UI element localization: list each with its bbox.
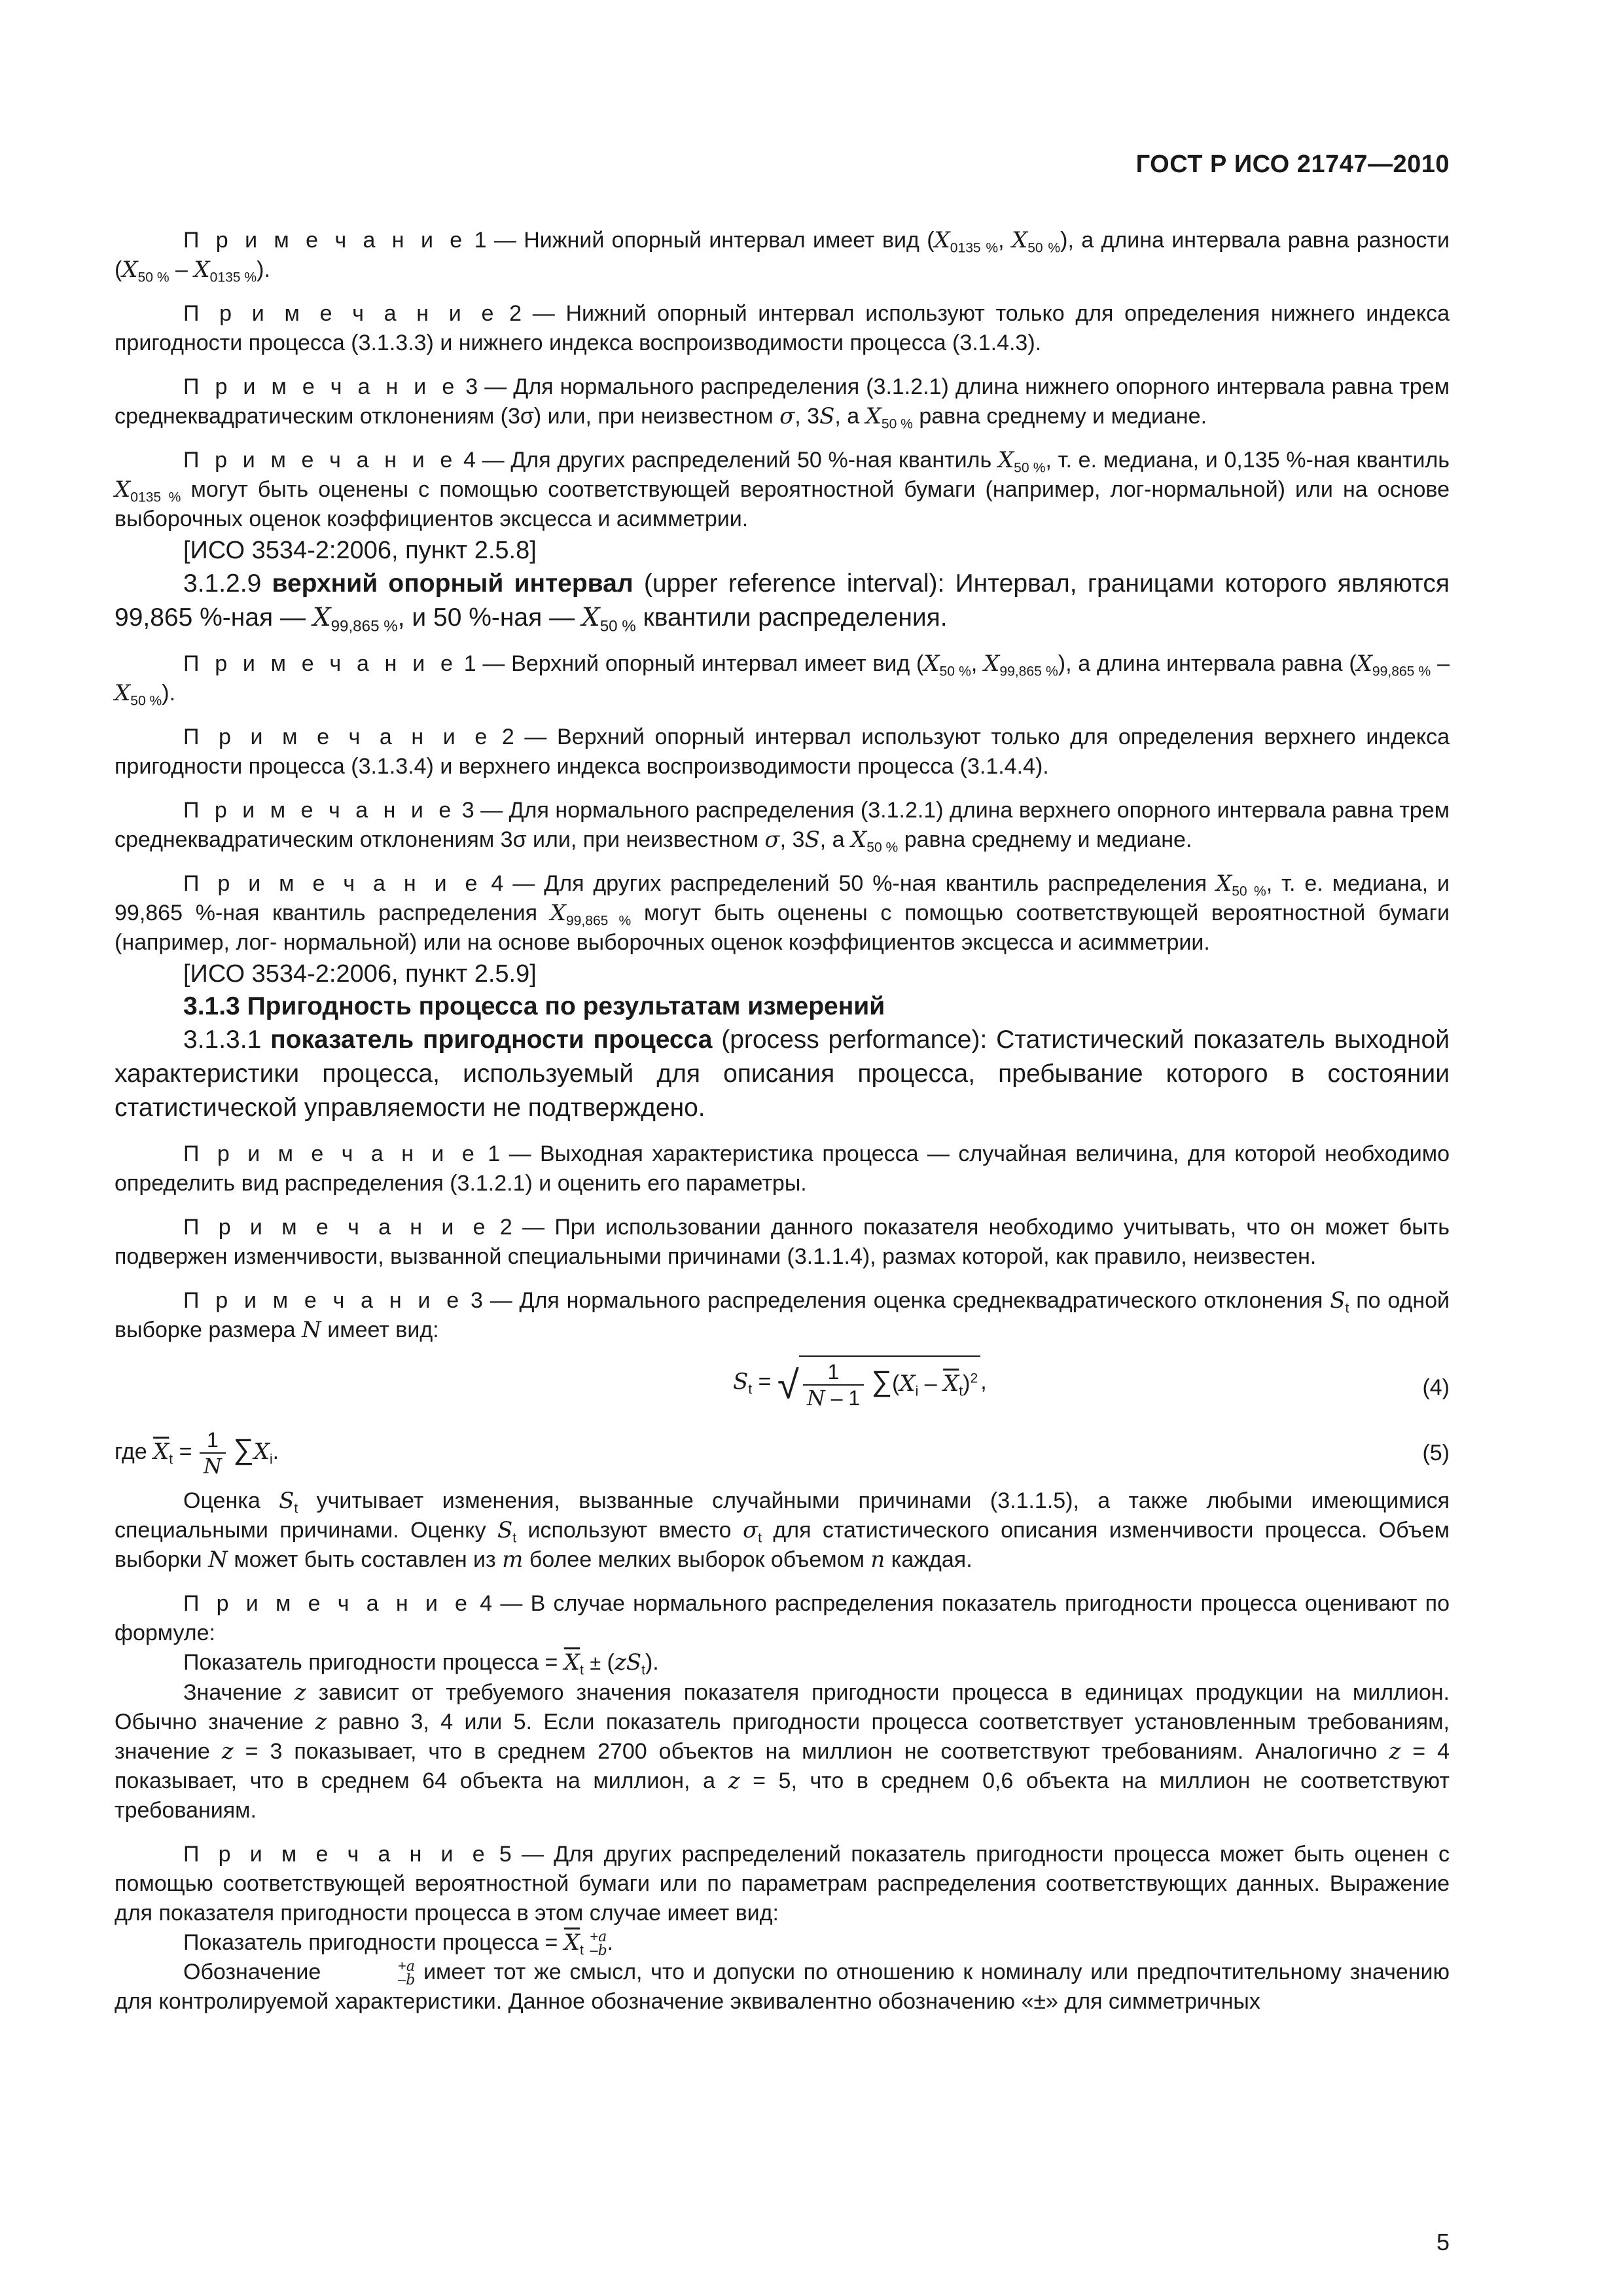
note-upper-1: П р и м е ч а н и е 1 — Верхний опорный интервал имеет вид ($X_{50 \%}$, $X_{99,865 \%}$), а длина интервала равна $(X_{99,865 \%} - X_{50 \%})$. <box>115 651 1450 709</box>
page-number: 5 <box>1436 2229 1450 2255</box>
term-3-1-2-9: 3.1.2.9 верхний опорный интервал (upper reference interval): Интервал, границами которого являются 99,865 %-ная — $X_{99,865 \%}$, и 50 %-ная — $X_{50 \%}$ квантили распределения. <box>115 569 1450 636</box>
note-upper-2: П р и м е ч а н и е 2 — Верхний опорный интервал используют только для определения верхнего индекса пригодности процесса (3.1.3.4) и верхнего индекса воспроизводимости процесса (3.1.4.4). <box>115 725 1450 779</box>
formula-4 <box>115 1355 1450 1427</box>
note-performance-3: П р и м е ч а н и е 3 — Для нормального распределения оценка среднеквадратического отклонения $S_t$ по одной выборке размера N имеет вид: <box>115 1287 1450 1343</box>
note-performance-1: П р и м е ч а н и е 1 — Выходная характеристика процесса — случайная величина, для которой необходимо определить вид распределения (3.1.2.1) и оценить его параметры. <box>115 1141 1450 1196</box>
reference-iso-2-5-9: [ИСО 3534-2:2006, пункт 2.5.9] <box>183 960 537 988</box>
term-3-1-3-1: 3.1.3.1 показатель пригодности процесса (process performance): Статистический показатель выходной характеристики процесса, используемый для описания процесса, пребывание которого в состоянии статистической управляемости не подтверждено. <box>115 1026 1450 1122</box>
note-lower-4: П р и м е ч а н и е 4 — Для других распределений 50 %-ная квантиль $X_{50 \%}$, т. е. медиана, и 0,135 %-ная квантиль $X_{0135 \%}$ могут быть оценены с помощью соответствующей вероятностной бумаги (например, лог-нормальной) или на основе выборочных оценок коэффициентов эксцесса и асимметрии. <box>115 447 1450 531</box>
section-heading-3-1-3: 3.1.3 Пригодность процесса по результатам измерений <box>183 992 885 1020</box>
paragraph-tolerance-notation: Обозначение +a –b имеет тот же смысл, что и допуски по отношению к номиналу или предпочтительному значению для контролируемой характеристики. Данное обозначение эквивалентно обозначению «±» для симметричных <box>115 1958 1450 2015</box>
note-performance-2: П р и м е ч а н и е 2 — При использовании данного показателя необходимо учитывать, что он может быть подвержен изменчивости, вызванной специальными причинами (3.1.1.4), размах которой, как правило, неизвестен. <box>115 1215 1450 1269</box>
document-body <box>115 226 1450 2017</box>
note-lower-1: П р и м е ч а н и е 1 — Нижний опорный интервал имеет вид ($X_{0135 \%}$, $X_{50 \%}$), а длина интервала равна разности $(X_{50 \%} - X_{0135 \%})$. <box>115 227 1450 285</box>
formula-4-number: (4) <box>1422 1375 1450 1400</box>
formula-5 <box>115 1427 1450 1486</box>
note-performance-4: П р и м е ч а н и е 4 — В случае нормального распределения показатель пригодности процесса оценивают по формуле: <box>115 1591 1450 1645</box>
note-lower-3: П р и м е ч а н и е 3 — Для нормального распределения (3.1.2.1) длина нижнего опорного интервала равна трем среднеквадратическим отклонениям (3σ) или, при неизвестном σ, 3S, а $X_{50 \%}$ равна среднему и медиане. <box>115 374 1450 432</box>
performance-formula-other: Показатель пригодности процесса = $\overline{X}_t$ +a –b . <box>183 1928 614 1960</box>
note-upper-3: П р и м е ч а н и е 3 — Для нормального распределения (3.1.2.1) длина верхнего опорного интервала равна трем среднеквадратическим отклонениям 3σ или, при неизвестном σ, 3S, а $X_{50 \%}$ равна среднему и медиане. <box>115 798 1450 855</box>
formula-5-expression: где $\overline{X}_t$ = $\frac{1}{N}$ $\sum X_i$. <box>115 1428 279 1479</box>
performance-formula-normal: Показатель пригодности процесса = $\overline{X}_t \pm (zS_t)$. <box>183 1649 659 1678</box>
paragraph-z-value: Значение z зависит от требуемого значения показателя пригодности процесса в единицах продукции на миллион. Обычно значение z равно 3, 4 или 5. Если показатель пригодности процесса соответствует установленным требованиям, значение z = 3 показывает, что в среднем 2700 объектов на миллион не соответствуют требованиям. Аналогично z = 4 показывает, что в среднем 64 объекта на миллион, а z = 5, что в среднем 0,6 объекта на миллион не соответствуют требованиям. <box>115 1679 1450 1823</box>
formula-5-number: (5) <box>1422 1441 1450 1465</box>
reference-iso-2-5-8: [ИСО 3534-2:2006, пункт 2.5.8] <box>183 537 537 564</box>
note-lower-2: П р и м е ч а н и е 2 — Нижний опорный интервал используют только для определения нижнего индекса пригодности процесса (3.1.3.3) и нижнего индекса воспроизводимости процесса (3.1.4.3). <box>115 301 1450 355</box>
document-code-header: ГОСТ Р ИСО 21747—2010 <box>1135 151 1450 178</box>
note-performance-5: П р и м е ч а н и е 5 — Для других распределений показатель пригодности процесса может быть оценен с помощью соответствующей вероятностной бумаги или по параметрам распределения соответствующих данных. Выражение для показателя пригодности процесса в этом случае имеет вид: <box>115 1842 1450 1926</box>
paragraph-st-estimate: Оценка $S_t$ учитывает изменения, вызванные случайными причинами (3.1.1.5), а также любыми имеющимися специальными причинами. Оценку $S_t$ используют вместо $\sigma_t$ для статистического описания изменчивости процесса. Объем выборки N может быть составлен из m более мелких выборок объемом n каждая. <box>115 1488 1450 1573</box>
note-upper-4: П р и м е ч а н и е 4 — Для других распределений 50 %-ная квантиль распределения $X_{50 \%}$, т. е. медиана, и 99,865 %-ная квантиль распределения $X_{99,865 \%}$ могут быть оценены с помощью соответствующей вероятностной бумаги (например, лог- нормальной) или на основе выборочных оценок коэффициентов эксцесса и асимметрии. <box>115 870 1450 955</box>
formula-4-expression: $S_t$ = √ $\frac{1}{N - 1}$ $\sum(X_i - \overline{X}_t)^2$ , <box>733 1355 987 1410</box>
